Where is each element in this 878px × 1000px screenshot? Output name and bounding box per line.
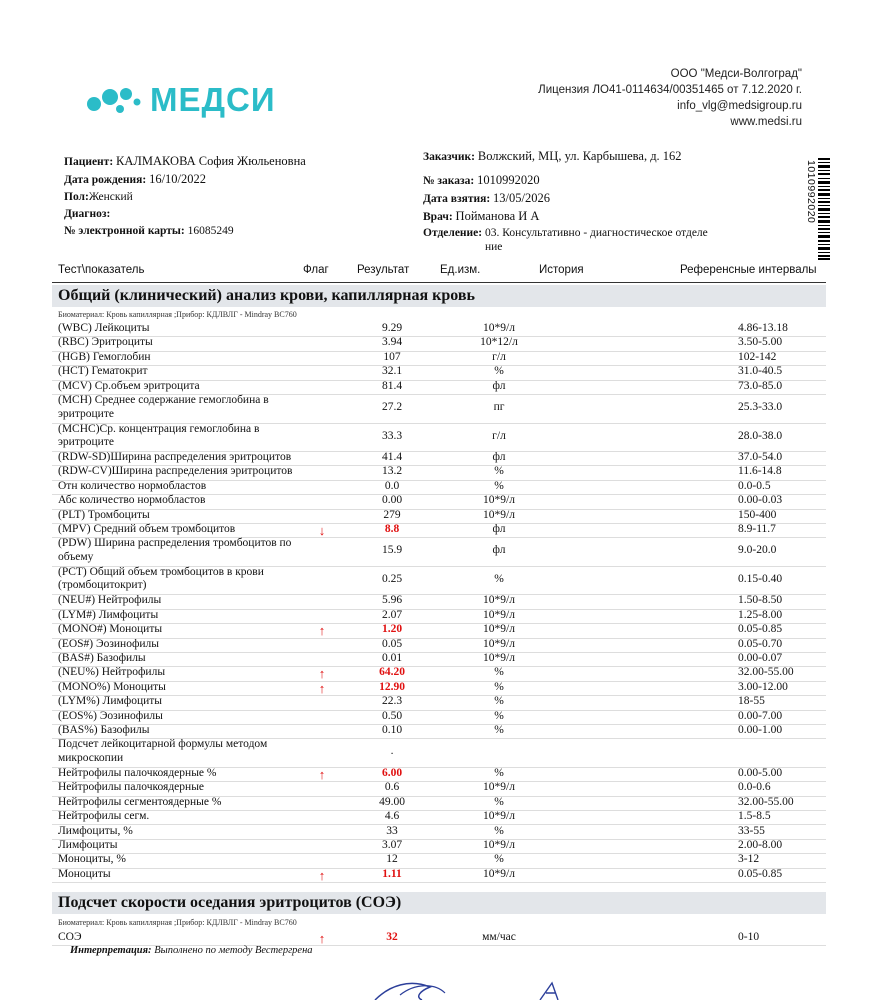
col-result: Результат [357,264,410,276]
reference-range: 0.00-0.03 [738,494,783,507]
table-row [52,868,826,883]
table-row [52,423,826,453]
column-header [52,262,826,283]
reference-range: 3-12 [738,853,760,866]
reference-range: 0.00-0.07 [738,652,783,664]
reference-range: 0.00-5.00 [738,766,783,779]
reference-range: 3.50-5.00 [738,336,783,349]
table-row [52,853,826,868]
test-name: Нейтрофилы сегментоядерные % [58,795,222,808]
table-row [52,394,826,424]
test-name: (BAS%) Базофилы [58,724,150,736]
test-name: (LYM#) Лимфоциты [58,608,159,621]
test-name: (MCH) Среднее содержание гемоглобина в эритроците [58,394,269,420]
col-unit: Ед.изм. [440,264,481,276]
reference-range: 11.6-14.8 [738,465,782,478]
table-row [52,796,826,811]
test-name: Моноциты, % [58,853,126,866]
reference-range: 8.9-11.7 [738,523,776,535]
interpretation: Интерпретация: Выполнено по методу Вестергрена [70,945,313,956]
result-value: 27.2 [381,401,403,413]
unit-value: 10*9/л [483,810,515,823]
test-name: (RDW-SD)Ширина распределения эритроцитов [58,451,292,463]
unit-value: % [494,853,504,866]
test-name: (EOS#) Эозинофилы [58,637,160,650]
patient-block: Пациент: КАЛМАКОВА София Жюльеновна Дата рождения: 16/10/2022 Пол:Женский Диагноз: № электронной карты: 16085249 [64,154,306,237]
unit-value: 10*9/л [483,838,515,851]
reference-range: 9.0-20.0 [738,544,777,557]
table-row [52,710,826,725]
result-value: 13.2 [381,465,403,478]
arrow-up-icon: ↑ [318,623,326,639]
test-name: Нейтрофилы сегм. [58,810,150,823]
reference-range: 0.05-0.85 [738,623,783,636]
arrow-up-icon: ↑ [318,867,326,883]
unit-value: 10*9/л [483,494,515,507]
reference-range: 2.00-8.00 [738,838,783,851]
reference-range: 0.15-0.40 [738,572,783,585]
col-ref: Референсные интервалы [680,264,817,276]
order-block: Заказчик: Волжский, МЦ, ул. Карбышева, д. 162 № заказа: 1010992020 Дата взятия: 13/05/2026 Врач: Пойманова И А Отделение: 03. Консультативно - диагностическое отделе ние [423,149,708,253]
table-row [52,781,826,796]
reference-range: 150-400 [738,508,777,521]
col-test: Тест\показатель [58,264,145,276]
table-row [52,465,826,480]
unit-value: фл [492,451,506,463]
table-row [52,322,826,337]
table-row [52,666,826,681]
test-name: (HCT) Гематокрит [58,365,148,378]
test-name: Абс количество нормобластов [58,494,206,507]
section-title: Общий (клинический) анализ крови, капиллярная кровь [52,285,826,307]
unit-value: фл [492,523,506,535]
reference-range: 0.00-1.00 [738,724,783,736]
result-value: 0.10 [381,724,403,736]
patient-card: 16085249 [187,225,234,237]
unit-value: фл [492,544,506,557]
table-row [52,537,826,567]
unit-value: % [494,680,504,693]
test-name: (EOS%) Эозинофилы [58,709,163,722]
reference-range: 3.00-12.00 [738,680,788,693]
reference-range: 1.5-8.5 [738,810,771,823]
test-name: Нейтрофилы палочкоядерные [58,781,205,794]
reference-range: 0.05-0.85 [738,867,783,880]
reference-range: 102-142 [738,350,777,363]
unit-value: % [494,465,504,478]
result-value: 3.07 [381,838,403,851]
test-name: (WBC) Лейкоциты [58,322,150,334]
table-row [52,724,826,739]
test-name: (LYM%) Лимфоциты [58,695,163,708]
unit-value: % [494,766,504,779]
biomaterial-note: Биоматериал: Кровь капиллярная ;Прибор: КДЛВЛГ - Mindray BC760 [58,310,297,319]
arrow-up-icon: ↑ [318,666,326,682]
result-value: 107 [383,350,401,363]
test-name: (NEU#) Нейтрофилы [58,594,162,607]
reference-range: 32.00-55.00 [738,666,794,679]
test-name: Нейтрофилы палочкоядерные % [58,766,217,779]
reference-range: 0.00-7.00 [738,709,783,722]
unit-value: 10*9/л [483,594,515,607]
result-value: 3.94 [381,336,403,349]
reference-range: 73.0-85.0 [738,379,783,392]
test-name: (HGB) Гемоглобин [58,350,151,363]
unit-value: 10*9/л [483,608,515,621]
unit-value: % [494,572,504,585]
order-client: Волжский, МЦ, ул. Карбышева, д. 162 [477,149,682,163]
table-row [52,623,826,638]
table-row [52,825,826,840]
result-value: 8.8 [384,523,400,535]
unit-value: % [494,795,504,808]
result-value: 0.6 [384,781,400,794]
test-name: (PDW) Ширина распределения тромбоцитов по объему [58,537,292,563]
result-value: 0.0 [384,479,400,492]
col-history: История [539,264,584,276]
biomaterial-note-esr: Биоматериал: Кровь капиллярная ;Прибор: КДЛВЛГ - Mindray BC760 [58,918,297,927]
reference-range: 25.3-33.0 [738,401,783,413]
table-row [52,451,826,466]
result-value: 49.00 [379,795,405,808]
result-value: 5.96 [381,594,403,607]
test-name: (PLT) Тромбоциты [58,508,150,521]
arrow-down-icon: ↓ [318,523,326,538]
table-row [52,839,826,854]
table-row [52,609,826,624]
reference-range: 0.0-0.6 [738,781,771,794]
result-value: 41.4 [381,451,403,463]
result-value: 0.50 [381,709,403,722]
barcode-icon [818,158,830,260]
result-value: 1.20 [381,623,403,636]
table-row [52,638,826,653]
result-value: 1.11 [382,867,402,880]
test-name: Моноциты [58,867,111,880]
test-name: (MPV) Средний объем тромбоцитов [58,523,236,535]
table-row [52,810,826,825]
result-value: 12.90 [379,680,405,693]
table-row [52,695,826,710]
signature-icon [360,975,590,1000]
company-site: www.medsi.ru [730,116,802,128]
test-name: Лимфоциты [58,838,118,851]
test-name: (RBC) Эритроциты [58,336,153,349]
result-value: 15.9 [381,544,403,557]
table-row [52,681,826,696]
unit-value: фл [492,379,506,392]
table-row-esr: СОЭ ↑ 32 мм/час 0-10 [52,931,826,946]
order-date: 13/05/2026 [493,191,550,205]
table-row [52,509,826,524]
test-name: Подсчет лейкоцитарной формулы методом микроскопии [58,738,268,764]
result-value: 33.3 [381,429,403,442]
reference-range: 37.0-54.0 [738,451,783,463]
company-email: info_vlg@medsigroup.ru [677,100,802,112]
barcode-number: 1010992020 [805,160,817,224]
unit-value: % [494,479,504,492]
patient-name: КАЛМАКОВА София Жюльеновна [116,154,306,168]
test-name: Отн количество нормобластов [58,479,207,492]
arrow-up-icon: ↑ [318,680,326,696]
unit-value: % [494,824,504,837]
table-row [52,652,826,667]
result-value: 279 [383,508,401,521]
unit-value: 10*12/л [480,336,518,349]
table-row [52,480,826,495]
company-license: Лицензия ЛО41-0114634/00351465 от 7.12.2020 г. [538,84,802,96]
result-value: 0.00 [381,494,403,507]
result-value: 32.1 [381,365,403,378]
order-dept: 03. Консультативно - диагностическое отделе [484,227,708,239]
unit-value: % [494,709,504,722]
unit-value: 10*9/л [483,322,515,334]
result-value: . [390,745,394,758]
table-row [52,336,826,351]
reference-range: 1.25-8.00 [738,608,783,621]
reference-range: 32.00-55.00 [738,795,794,808]
reference-range: 31.0-40.5 [738,365,783,378]
test-name: (MCHC)Ср. концентрация гемоглобина в эритроците [58,422,260,448]
table-row [52,365,826,380]
result-value: 6.00 [381,766,403,779]
table-row [52,380,826,395]
order-number: 1010992020 [477,173,540,187]
reference-range: 0.05-0.70 [738,637,783,650]
test-name: Лимфоциты, % [58,824,133,837]
unit-value: г/л [492,429,506,442]
logo-text: МЕДСИ [150,81,276,118]
unit-value: пг [493,401,505,413]
reference-range: 1.50-8.50 [738,594,783,607]
reference-range: 28.0-38.0 [738,429,783,442]
test-name: (MONO#) Моноциты [58,623,163,636]
patient-dob: 16/10/2022 [149,172,207,186]
result-value: 9.29 [381,322,403,334]
table-row [52,566,826,596]
result-value: 4.6 [384,810,400,823]
reference-range: 33-55 [738,824,765,837]
company-name: ООО "Медси-Волгоград" [670,68,802,80]
table-row [52,351,826,366]
table-row [52,523,826,538]
company-info [538,66,802,130]
result-value: 2.07 [381,608,403,621]
result-value: 0.25 [381,572,403,585]
unit-value: % [494,666,504,679]
test-name: (MCV) Ср.объем эритроцита [58,379,200,392]
reference-range: 18-55 [738,695,765,708]
unit-value: % [494,365,504,378]
result-value: 64.20 [379,666,405,679]
unit-value: % [494,695,504,708]
result-value: 12 [386,853,398,866]
table-row [52,594,826,609]
reference-range: 4.86-13.18 [738,322,788,334]
unit-value: 10*9/л [483,637,515,650]
unit-value: % [494,724,504,736]
table-row [52,767,826,782]
unit-value: 10*9/л [483,867,515,880]
test-name: (MONO%) Моноциты [58,680,166,693]
test-name: (RDW-CV)Ширина распределения эритроцитов [58,465,293,478]
unit-value: 10*9/л [483,652,515,664]
result-value: 33 [386,824,398,837]
reference-range: 0.0-0.5 [738,479,771,492]
arrow-up-icon: ↑ [318,766,326,782]
test-name: (NEU%) Нейтрофилы [58,666,166,679]
result-value: 81.4 [381,379,403,392]
col-flag: Флаг [303,264,329,276]
unit-value: 10*9/л [483,623,515,636]
patient-sex: Женский [88,191,133,203]
section-title-esr: Подсчет скорости оседания эритроцитов (СОЭ) [52,892,826,914]
unit-value: 10*9/л [483,781,515,794]
result-value: 0.05 [381,637,403,650]
test-name: (BAS#) Базофилы [58,652,146,664]
order-doctor: Пойманова И А [455,209,540,223]
result-value: 22.3 [381,695,403,708]
table-row [52,738,826,768]
unit-value: г/л [492,350,506,363]
table-row [52,494,826,509]
unit-value: 10*9/л [483,508,515,521]
result-value: 0.01 [381,652,403,664]
test-name: (PCT) Общий объем тромбоцитов в крови (тромбоцитокрит) [58,565,264,592]
